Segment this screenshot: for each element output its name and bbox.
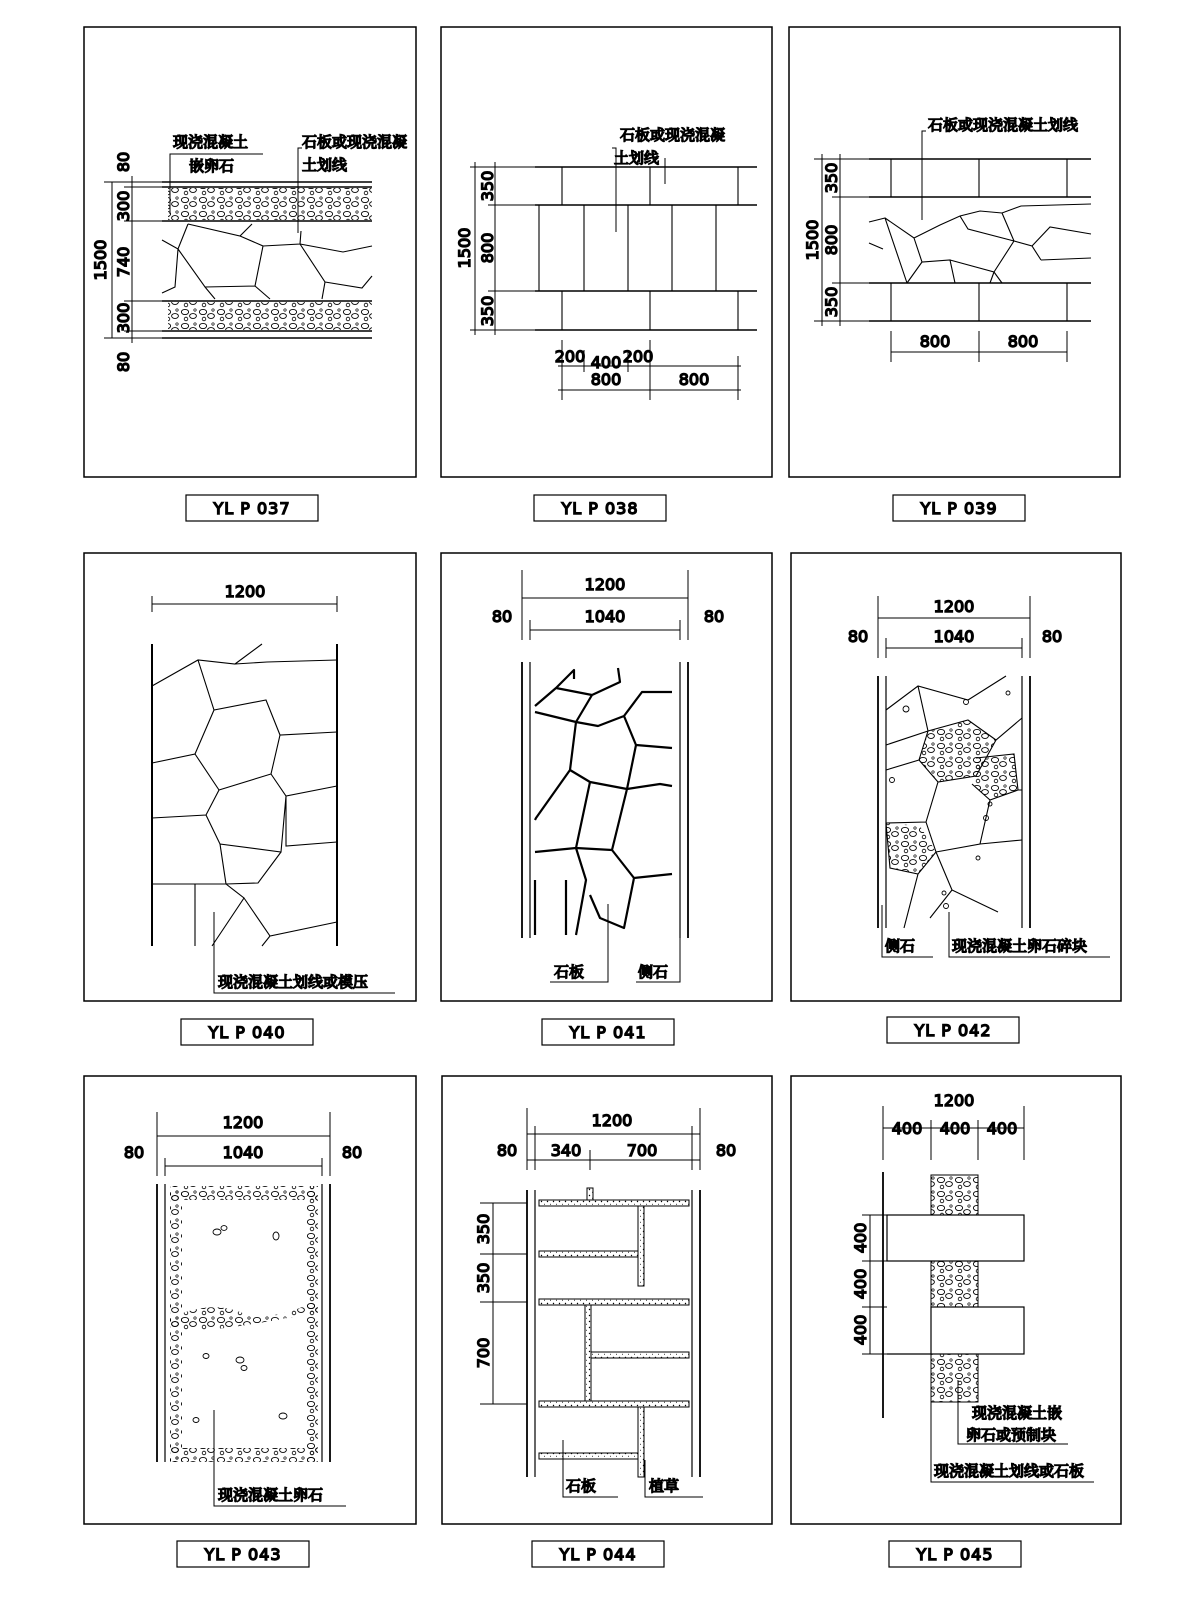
dim-043-inner: 1040 — [222, 1143, 264, 1162]
caption-039: YL P 039 — [920, 499, 998, 518]
dim-042-right: 80 — [1041, 627, 1063, 646]
panel-045 — [791, 1076, 1121, 1567]
dim-037-total: 1500 — [91, 239, 110, 281]
dim-045-h1: 400 — [891, 1119, 923, 1138]
grass-joints — [539, 1188, 689, 1477]
dim-044-width: 1200 — [591, 1111, 633, 1130]
dim-044-right: 80 — [715, 1141, 737, 1160]
label-039-slab: 石板或现浇混凝土划线 — [928, 116, 1079, 134]
panel-038 — [441, 27, 772, 521]
label-041-curb: 侧石 — [638, 963, 669, 981]
caption-044: YL P 044 — [559, 1545, 637, 1564]
dim-039-v1: 350 — [822, 162, 841, 194]
label-037-slab-2: 土划线 — [302, 156, 348, 174]
dim-044-v2: 350 — [474, 1262, 493, 1294]
caption-042: YL P 042 — [914, 1021, 992, 1040]
panel-043 — [84, 1076, 416, 1567]
label-044-slab: 石板 — [566, 1477, 597, 1495]
panel-041 — [441, 553, 772, 1045]
dim-044-v1: 350 — [474, 1213, 493, 1245]
caption-045: YL P 045 — [916, 1545, 994, 1564]
dim-037-d4: 300 — [114, 302, 133, 334]
dim-041-inner: 1040 — [584, 607, 626, 626]
label-043-pebble: 现浇混凝土卵石 — [218, 1486, 324, 1504]
dim-039-total: 1500 — [803, 219, 822, 261]
dim-038-v2: 800 — [478, 232, 497, 264]
crazy-paving — [162, 224, 372, 299]
dim-039-v3: 350 — [822, 286, 841, 318]
dim-043-left: 80 — [123, 1143, 145, 1162]
dim-044-left: 80 — [496, 1141, 518, 1160]
label-037-slab-1: 石板或现浇混凝 — [302, 133, 408, 151]
label-045-note2: 现浇混凝土划线或石板 — [934, 1462, 1085, 1480]
dim-045-v1: 400 — [851, 1222, 870, 1254]
pebble-band-top — [168, 188, 372, 220]
caption-040: YL P 040 — [208, 1023, 286, 1042]
dim-037-d3: 740 — [114, 246, 133, 278]
crazy-paving — [869, 159, 1091, 321]
dim-045-v2: 400 — [851, 1268, 870, 1300]
dim-042-left: 80 — [847, 627, 869, 646]
label-037-pebble: 嵌卵石 — [189, 157, 235, 175]
dim-044-b: 700 — [626, 1141, 658, 1160]
pebble-band-bottom — [168, 302, 372, 330]
panel-042 — [791, 553, 1121, 1043]
dim-038-h5: 800 — [678, 370, 710, 389]
caption-041: YL P 041 — [569, 1023, 647, 1042]
dim-042-inner: 1040 — [933, 627, 975, 646]
label-045-note1-2: 卵石或预制块 — [966, 1426, 1057, 1444]
crazy-paving — [886, 676, 1022, 928]
label-038-slab-1: 石板或现浇混凝 — [620, 126, 726, 144]
dim-038-h1: 200 — [554, 347, 586, 366]
label-037-pebble-concrete: 现浇混凝土 — [173, 133, 249, 151]
label-044-grass: 植草 — [649, 1477, 680, 1495]
dim-038-h2: 400 — [590, 353, 622, 372]
crazy-paving — [152, 644, 337, 946]
dim-045-h3: 400 — [986, 1119, 1018, 1138]
dim-038-total: 1500 — [455, 227, 474, 269]
dim-045-v3: 400 — [851, 1314, 870, 1346]
panel-040 — [84, 553, 416, 1045]
dim-037-d1: 80 — [114, 151, 133, 173]
caption-038: YL P 038 — [561, 499, 639, 518]
dim-045-h2: 400 — [939, 1119, 971, 1138]
caption-037: YL P 037 — [213, 499, 291, 518]
dim-043-width: 1200 — [222, 1113, 264, 1132]
dim-044-v3: 700 — [474, 1337, 493, 1369]
panel-044 — [442, 1076, 772, 1567]
dim-039-h2: 800 — [1007, 332, 1039, 351]
caption-043: YL P 043 — [204, 1545, 282, 1564]
dim-037-d2: 300 — [114, 190, 133, 222]
dim-041-right: 80 — [703, 607, 725, 626]
dim-038-v3: 350 — [478, 295, 497, 327]
dim-039-h1: 800 — [919, 332, 951, 351]
label-045-note1-1: 现浇混凝土嵌 — [972, 1404, 1063, 1422]
label-042-curb: 侧石 — [885, 937, 916, 955]
dim-037-d5: 80 — [114, 351, 133, 373]
panel-039 — [789, 27, 1120, 521]
dim-044-a: 340 — [550, 1141, 582, 1160]
dim-041-left: 80 — [491, 607, 513, 626]
label-042-pebble: 现浇混凝土卵石碎块 — [952, 937, 1088, 955]
label-038-slab-2: 土划线 — [614, 149, 660, 167]
dim-038-h4: 800 — [590, 370, 622, 389]
dim-038-v1: 350 — [478, 170, 497, 202]
stone-slabs — [535, 668, 672, 935]
label-041-slab: 石板 — [554, 963, 585, 981]
label-040-note: 现浇混凝土划线或模压 — [218, 973, 369, 991]
dim-045-width: 1200 — [933, 1091, 975, 1110]
dim-043-right: 80 — [341, 1143, 363, 1162]
dim-039-v2: 800 — [822, 224, 841, 256]
dim-041-width: 1200 — [584, 575, 626, 594]
dim-038-h3: 200 — [622, 347, 654, 366]
dim-042-width: 1200 — [933, 597, 975, 616]
dim-040-width: 1200 — [224, 582, 266, 601]
panel-037 — [84, 27, 416, 521]
